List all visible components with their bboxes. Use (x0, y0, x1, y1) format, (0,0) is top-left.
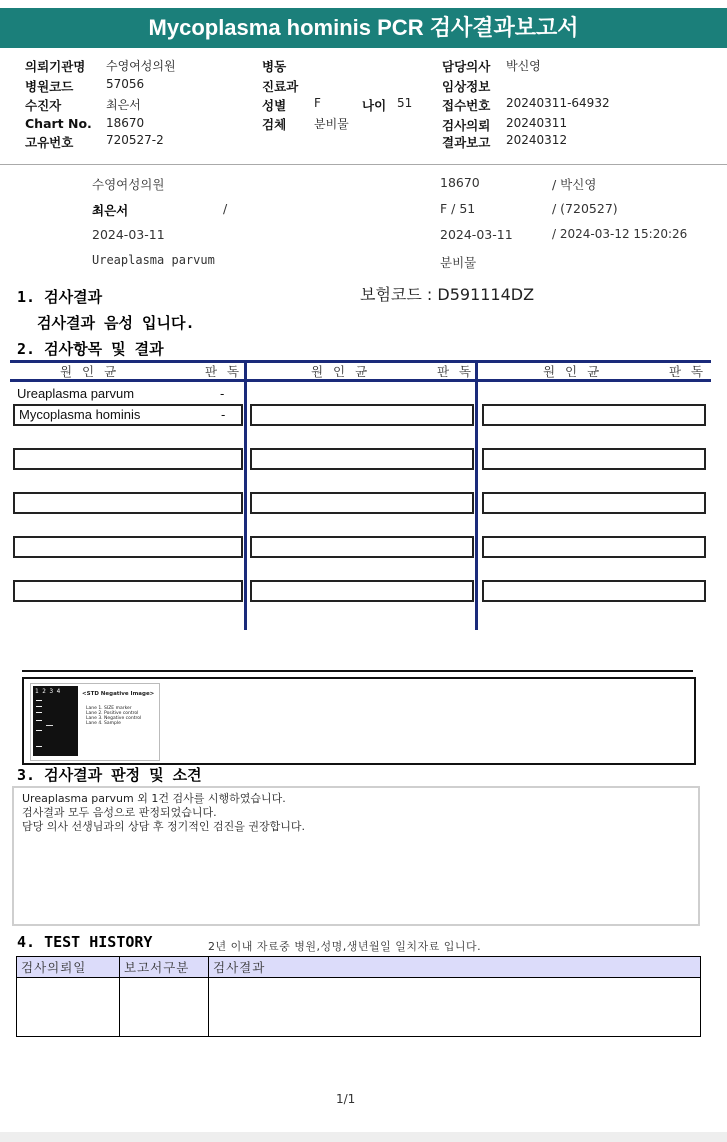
summary-specimen: 분비물 (440, 255, 477, 270)
results-divider-1 (244, 360, 247, 630)
value-age: 51 (397, 96, 413, 110)
summary-id-short: / (720527) (552, 201, 618, 216)
label-department: 진료과 (262, 79, 299, 94)
section1-result: 검사결과 음성 입니다. (37, 314, 195, 332)
result-value-ureaplasma: - (220, 386, 225, 401)
label-sex: 성별 (262, 98, 287, 113)
result-box-empty (482, 536, 706, 558)
value-chart-no: 18670 (106, 116, 145, 130)
label-age: 나이 (362, 98, 387, 113)
summary-date-mid: 2024-03-11 (440, 227, 513, 242)
result-box-empty (13, 448, 243, 470)
gel-lane2: Lane 2. Positive control (86, 711, 139, 716)
marker-band (36, 720, 42, 721)
result-box-empty (250, 404, 474, 426)
opinion-line-2: 검사결과 모두 음성으로 판정되었습니다. (22, 806, 217, 819)
result-value-mycoplasma: - (221, 407, 226, 422)
result-box-empty (13, 492, 243, 514)
result-box-empty (482, 580, 706, 602)
section4-heading: 4. TEST HISTORY (17, 933, 153, 951)
gel-lane-numbers: 1 2 3 4 (35, 688, 61, 695)
gel-lane1: Lane 1. SIZE marker (86, 706, 132, 711)
history-col-result: 검사결과 (209, 957, 701, 978)
marker-band (36, 730, 42, 731)
value-hospital-code: 57056 (106, 77, 145, 91)
value-patient: 최은서 (106, 98, 141, 112)
marker-band (36, 706, 42, 707)
label-patient: 수진자 (25, 98, 62, 113)
value-report-date: 20240312 (506, 133, 568, 147)
value-clinic: 수영여성의원 (106, 59, 176, 73)
page-number: 1/1 (336, 1092, 356, 1106)
section2-heading: 2. 검사항목 및 결과 (17, 340, 164, 358)
summary-clinic: 수영여성의원 (92, 177, 165, 192)
value-specimen: 분비물 (314, 117, 349, 131)
summary-date-right: / 2024-03-12 15:20:26 (552, 227, 688, 241)
result-box-empty (482, 448, 706, 470)
result-box-empty (250, 580, 474, 602)
value-unique-no: 720527-2 (106, 133, 164, 147)
section3-heading: 3. 검사결과 판정 및 소견 (17, 766, 202, 784)
gel-top-rule (22, 670, 693, 672)
history-table (16, 956, 701, 1037)
summary-sex-age: F / 51 (440, 201, 476, 216)
summary-chart-no: 18670 (440, 175, 480, 190)
summary-date-left: 2024-03-11 (92, 227, 165, 242)
col-pathogen-2: 원 인 균 (311, 364, 371, 379)
opinion-line-1: Ureaplasma parvum 외 1건 검사를 시행하였습니다. (22, 792, 286, 805)
summary-slash: / (223, 201, 228, 216)
marker-band (36, 712, 42, 713)
section1-heading: 1. 검사결과 (17, 288, 103, 306)
result-box-empty (250, 492, 474, 514)
result-box-empty (250, 448, 474, 470)
gel-lane3: Lane 3. Negative control (86, 716, 142, 721)
result-box-empty (250, 536, 474, 558)
opinion-box (12, 786, 700, 926)
result-box-empty (482, 404, 706, 426)
label-ward: 병동 (262, 59, 287, 74)
marker-band (36, 700, 42, 701)
label-specimen: 검체 (262, 117, 287, 132)
result-box-empty (13, 536, 243, 558)
label-receipt-no: 접수번호 (442, 98, 491, 113)
history-row-empty (17, 978, 701, 1037)
results-divider-2 (475, 360, 478, 630)
label-unique-no: 고유번호 (25, 135, 74, 150)
opinion-line-3: 담당 의사 선생님과의 상담 후 정기적인 검진을 권장합니다. (22, 820, 305, 833)
result-name-ureaplasma: Ureaplasma parvum (17, 386, 135, 401)
label-request-date: 검사의뢰 (442, 118, 491, 133)
result-name-mycoplasma: Mycoplasma hominis (19, 407, 141, 422)
value-doctor: 박신영 (506, 59, 541, 73)
label-doctor: 담당의사 (442, 59, 491, 74)
gel-image-frame (22, 677, 696, 765)
gel-electrophoresis-image (33, 686, 78, 756)
insurance-code: 보험코드 : D591114DZ (360, 285, 535, 304)
page-bottom-strip (0, 1132, 727, 1142)
result-box-empty (482, 492, 706, 514)
col-pathogen-1: 원 인 균 (60, 364, 120, 379)
summary-item: Ureaplasma parvum (92, 253, 215, 267)
value-request-date: 20240311 (506, 116, 568, 130)
history-col-request-date: 검사의뢰일 (17, 957, 120, 978)
col-judge-3: 판 독 (669, 364, 707, 379)
gel-title: <STD Negative Image> (82, 691, 155, 697)
positive-control-band (46, 725, 53, 726)
history-col-report-type: 보고서구분 (120, 957, 209, 978)
result-row-mycoplasma (13, 404, 243, 426)
gel-image-panel (30, 683, 160, 761)
col-pathogen-3: 원 인 균 (543, 364, 603, 379)
label-chart-no: Chart No. (25, 116, 92, 131)
history-note: 2년 이내 자료중 병원,성명,생년월일 일치자료 입니다. (208, 940, 482, 953)
report-title: Mycoplasma hominis PCR 검사결과보고서 (0, 8, 727, 48)
result-box-empty (13, 580, 243, 602)
summary-patient: 최은서 (92, 203, 129, 218)
value-receipt-no: 20240311-64932 (506, 96, 610, 110)
marker-band (36, 746, 42, 747)
label-hospital-code: 병원코드 (25, 79, 74, 94)
label-clinic: 의뢰기관명 (25, 59, 86, 74)
col-judge-2: 판 독 (437, 364, 475, 379)
label-report-date: 결과보고 (442, 135, 491, 150)
gel-lane4: Lane 4. Sample (86, 721, 121, 726)
header-divider (0, 164, 727, 165)
col-judge-1: 판 독 (205, 364, 243, 379)
summary-doctor: / 박신영 (552, 177, 597, 192)
value-sex: F (314, 96, 321, 110)
label-clinical-info: 임상정보 (442, 79, 491, 94)
